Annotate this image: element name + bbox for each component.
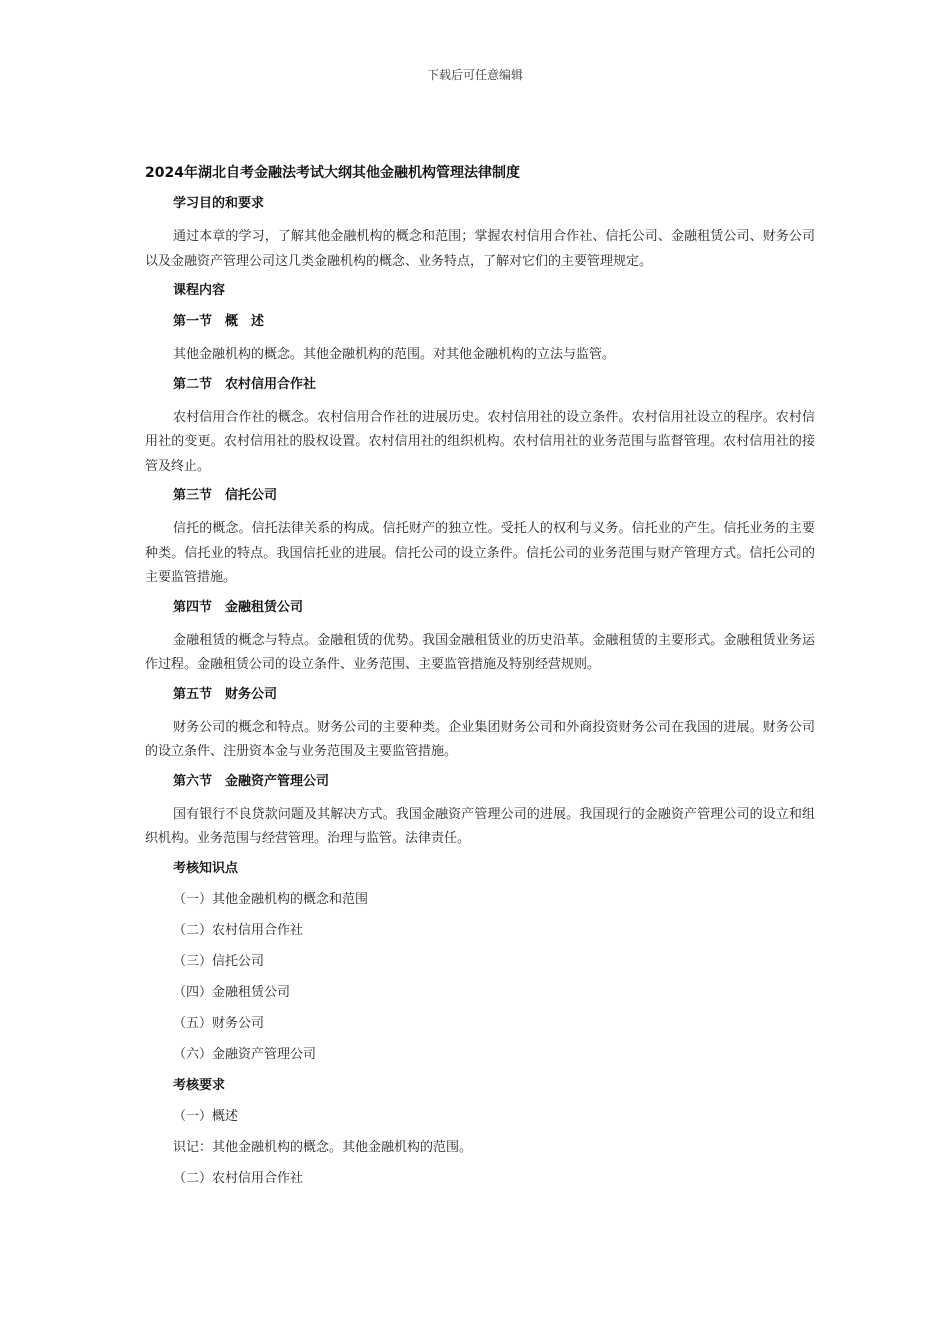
knowledge-item: （五）财务公司 [173,1015,265,1031]
section-paragraph: 信托的概念。信托法律关系的构成。信托财产的独立性。受托人的权利与义务。信托业的产生。信托业务的主要种类。信托业的特点。我国信托业的进展。信托公司的设立条件。信托公司的业务范围与财产管理方式。信托公司的主要监管措施。 [145,521,815,585]
requirements-heading: 考核要求 [173,1077,226,1093]
knowledge-item: （二）农村信用合作社 [173,922,304,938]
requirement-item: 识记：其他金融机构的概念。其他金融机构的范围。 [173,1139,473,1155]
section-heading: 第五节 财务公司 [173,686,278,702]
section-paragraph: 财务公司的概念和特点。财务公司的主要种类。企业集团财务公司和外商投资财务公司在我国的进展。财务公司的设立条件、注册资本金与业务范围及主要监管措施。 [145,719,815,759]
section-paragraph: 国有银行不良贷款问题及其解决方式。我国金融资产管理公司的进展。我国现行的金融资产管理公司的设立和组织机构。业务范围与经营管理。治理与监管。法律责任。 [145,806,815,846]
requirement-item: （二）农村信用合作社 [173,1170,304,1186]
objectives-paragraph: 通过本章的学习，了解其他金融机构的概念和范围；掌握农村信用合作社、信托公司、金融租赁公司、财务公司以及金融资产管理公司这几类金融机构的概念、业务特点，了解对它们的主要管理规定。 [145,229,815,269]
section-heading: 第四节 金融租赁公司 [173,599,304,615]
requirement-item: （一）概述 [173,1108,239,1124]
section-paragraph: 金融租赁的概念与特点。金融租赁的优势。我国金融租赁业的历史沿革。金融租赁的主要形式。金融租赁业务运作过程。金融租赁公司的设立条件、业务范围、主要监管措施及特别经营规则。 [145,632,815,672]
objectives-heading: 学习目的和要求 [173,196,265,211]
section-paragraph: 农村信用合作社的概念。农村信用合作社的进展历史。农村信用社的设立条件。农村信用社设立的程序。农村信用社的变更。农村信用社的股权设置。农村信用社的组织机构。农村信用社的业务范围与监督管理。农村信用社的接管及终止。 [145,409,815,474]
knowledge-item: （四）金融租赁公司 [173,984,291,1000]
section-paragraph: 其他金融机构的概念。其他金融机构的范围。对其他金融机构的立法与监管。 [173,347,616,362]
knowledge-item: （六）金融资产管理公司 [173,1046,317,1062]
page-header: 下载后可任意编辑 [426,68,523,82]
document-body [145,163,815,1200]
section-heading: 第六节 金融资产管理公司 [173,773,330,789]
knowledge-item: （一）其他金融机构的概念和范围 [173,891,369,907]
knowledge-heading: 考核知识点 [173,860,239,876]
content-heading: 课程内容 [173,283,226,298]
document-title: 2024年湖北自考金融法考试大纲其他金融机构管理法律制度 [145,165,520,181]
section-heading: 第二节 农村信用合作社 [173,376,317,392]
section-heading: 第三节 信托公司 [173,488,278,503]
section-heading: 第一节 概 述 [173,314,265,329]
knowledge-item: （三）信托公司 [173,953,265,969]
